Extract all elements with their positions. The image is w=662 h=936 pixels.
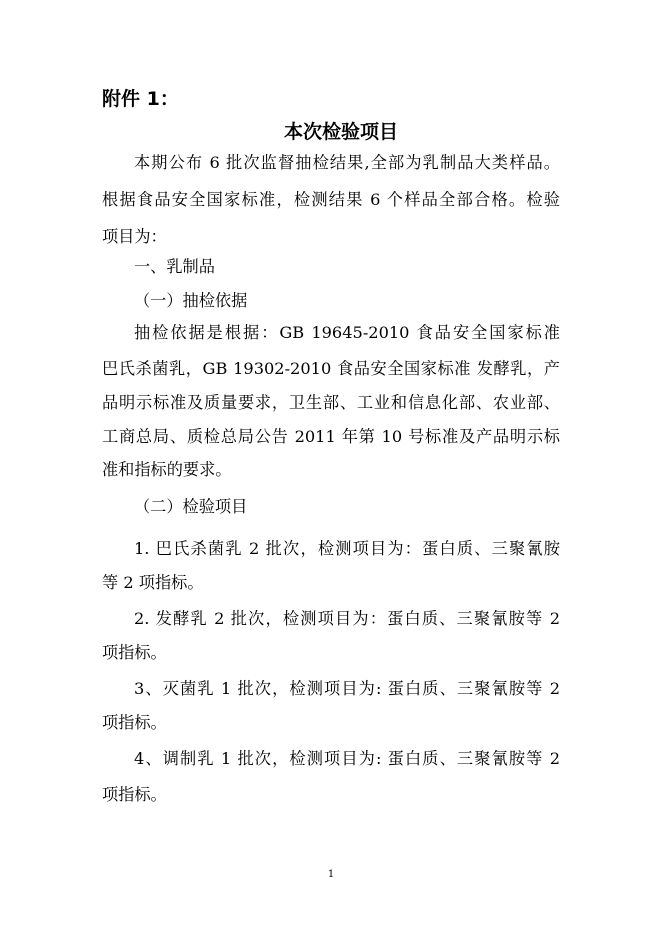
item-2-line-2: 项指标。 [102, 643, 167, 662]
item-1-line-2: 等 2 项指标。 [102, 573, 204, 592]
attachment-label: 附件 1： [102, 88, 179, 110]
basis-line-5: 准和指标的要求。 [102, 460, 232, 479]
item-4-line-2: 项指标。 [102, 785, 167, 804]
subsection-heading-items: （二）检验项目 [134, 497, 248, 516]
intro-line-3: 项目为： [102, 227, 167, 246]
basis-line-4: 工商总局、质检总局公告 2011 年第 10 号标准及产品明示标 [102, 427, 560, 446]
intro-line-1: 本期公布 6 批次监督抽检结果,全部为乳制品大类样品。 [134, 153, 560, 172]
subsection-heading-basis: （一）抽检依据 [134, 291, 248, 310]
page-number: 1 [327, 869, 335, 880]
document-title: 本次检验项目 [283, 121, 398, 143]
basis-line-1: 抽检依据是根据：GB 19645-2010 食品安全国家标准 [134, 323, 560, 342]
item-3-line-1: 3、灭菌乳 1 批次，检测项目为: 蛋白质、三聚氰胺等 2 [134, 679, 560, 698]
item-4-line-1: 4、调制乳 1 批次，检测项目为: 蛋白质、三聚氰胺等 2 [134, 749, 560, 768]
intro-line-2: 根据食品安全国家标准，检测结果 6 个样品全部合格。检验 [102, 190, 560, 209]
item-1-line-1: 1. 巴氏杀菌乳 2 批次，检测项目为：蛋白质、三聚氰胺 [134, 539, 560, 558]
item-2-line-1: 2. 发酵乳 2 批次，检测项目为：蛋白质、三聚氰胺等 2 [134, 609, 560, 628]
basis-line-2: 巴氏杀菌乳，GB 19302-2010 食品安全国家标准 发酵乳，产 [102, 359, 560, 378]
basis-line-3: 品明示标准及质量要求，卫生部、工业和信息化部、农业部、 [102, 393, 560, 412]
section-heading: 一、乳制品 [134, 257, 215, 276]
item-3-line-2: 项指标。 [102, 713, 167, 732]
